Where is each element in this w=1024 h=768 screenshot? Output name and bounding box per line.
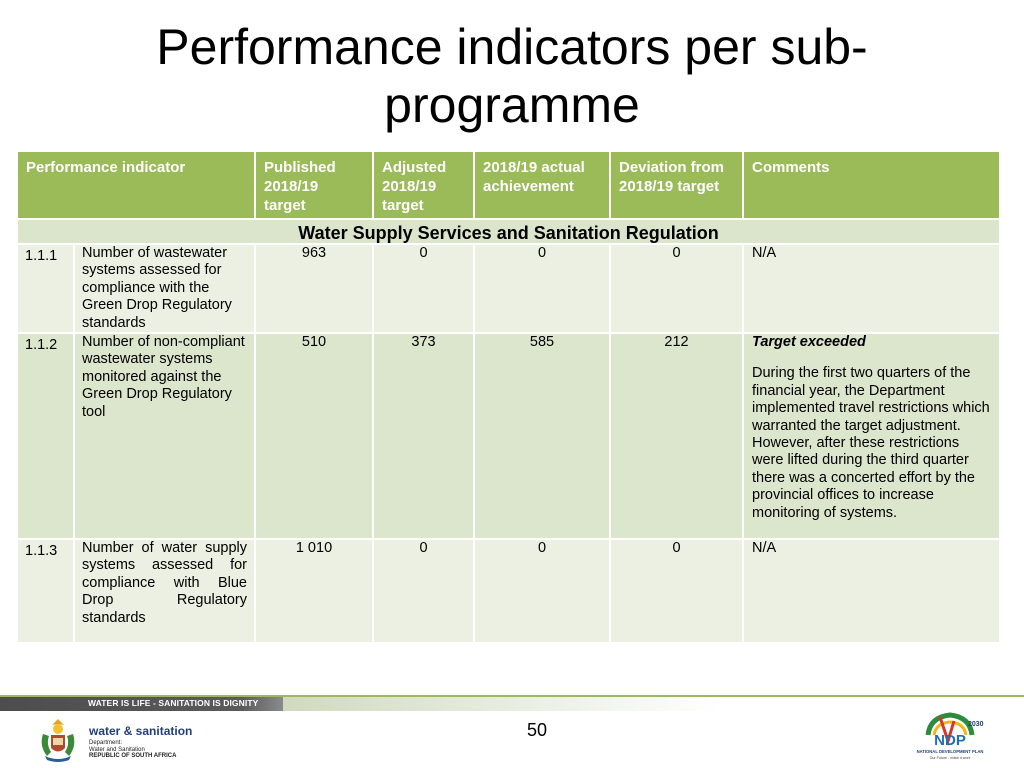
ndp-logo-icon <box>910 711 990 765</box>
slogan-text: WATER IS LIFE - SANITATION IS DIGNITY <box>88 698 259 708</box>
comment-text: During the first two quarters of the financial year, the Department implemented travel restrictions which warranted the target adjustment. However, after these restrictions were lifted during the third quarter there was a concerted effort by the provincial offices to increase monitoring of systems. <box>752 365 990 521</box>
indicator-description: Number of water supply systems assessed for compliance with Blue Drop Regulatory standards <box>74 539 255 643</box>
indicator-number: 1.1.3 <box>17 539 74 643</box>
comment-cell <box>743 539 1000 643</box>
performance-table <box>16 150 1001 644</box>
comment-cell <box>743 333 1000 539</box>
section-row <box>17 219 1000 244</box>
actual-achievement-value: 0 <box>474 539 610 643</box>
deviation-value: 0 <box>610 244 743 333</box>
adjusted-target-value: 0 <box>373 244 474 333</box>
indicator-description: Number of non-compliant wastewater systems monitored against the Green Drop Regulatory tool <box>74 333 255 539</box>
section-title: Water Supply Services and Sanitation Regulation <box>17 219 1000 244</box>
brand-name: water & sanitation <box>89 724 193 738</box>
indicator-description: Number of wastewater systems assessed for compliance with the Green Drop Regulatory standards <box>74 244 255 333</box>
ndp-tagline: Our Future - make it work <box>929 756 971 760</box>
header-actual-achievement: 2018/19 actual achievement <box>474 151 610 219</box>
comment-cell <box>743 244 1000 333</box>
coat-of-arms-icon <box>37 716 79 762</box>
footer-band <box>270 697 1024 711</box>
published-target-value: 1 010 <box>255 539 373 643</box>
actual-achievement-value: 0 <box>474 244 610 333</box>
slide-title <box>0 18 1024 134</box>
table-row <box>17 244 1000 333</box>
slogan-bar <box>0 697 283 711</box>
table-row <box>17 333 1000 539</box>
header-performance-indicator: Performance indicator <box>17 151 255 219</box>
adjusted-target-value: 0 <box>373 539 474 643</box>
indicator-number: 1.1.2 <box>17 333 74 539</box>
header-comments: Comments <box>743 151 1000 219</box>
indicator-number: 1.1.1 <box>17 244 74 333</box>
comment-text: N/A <box>752 540 777 557</box>
adjusted-target-value: 373 <box>373 333 474 539</box>
department-line-3: REPUBLIC OF SOUTH AFRICA <box>89 753 177 759</box>
published-target-value: 510 <box>255 333 373 539</box>
slide-title-line-1: Performance indicators per sub- <box>156 19 868 75</box>
deviation-value: 212 <box>610 333 743 539</box>
slide-title-line-2: programme <box>384 77 640 133</box>
ndp-year: 2030 <box>968 721 984 728</box>
table-row <box>17 539 1000 643</box>
comment-title: Target exceeded <box>752 334 866 351</box>
comment-text: N/A <box>752 245 777 261</box>
actual-achievement-value: 585 <box>474 333 610 539</box>
ndp-name: NATIONAL DEVELOPMENT PLAN <box>916 749 984 754</box>
table-header-row <box>17 151 1000 219</box>
header-published-target: Published 2018/19 target <box>255 151 373 219</box>
page-number: 50 <box>526 720 548 740</box>
department-line-1: Department: <box>89 740 123 746</box>
department-line-2: Water and Sanitation <box>89 746 145 753</box>
header-deviation: Deviation from 2018/19 target <box>610 151 743 219</box>
ndp-abbreviation: NDP <box>934 732 966 749</box>
published-target-value: 963 <box>255 244 373 333</box>
deviation-value: 0 <box>610 539 743 643</box>
department-label <box>89 740 176 760</box>
header-adjusted-target: Adjusted 2018/19 target <box>373 151 474 219</box>
